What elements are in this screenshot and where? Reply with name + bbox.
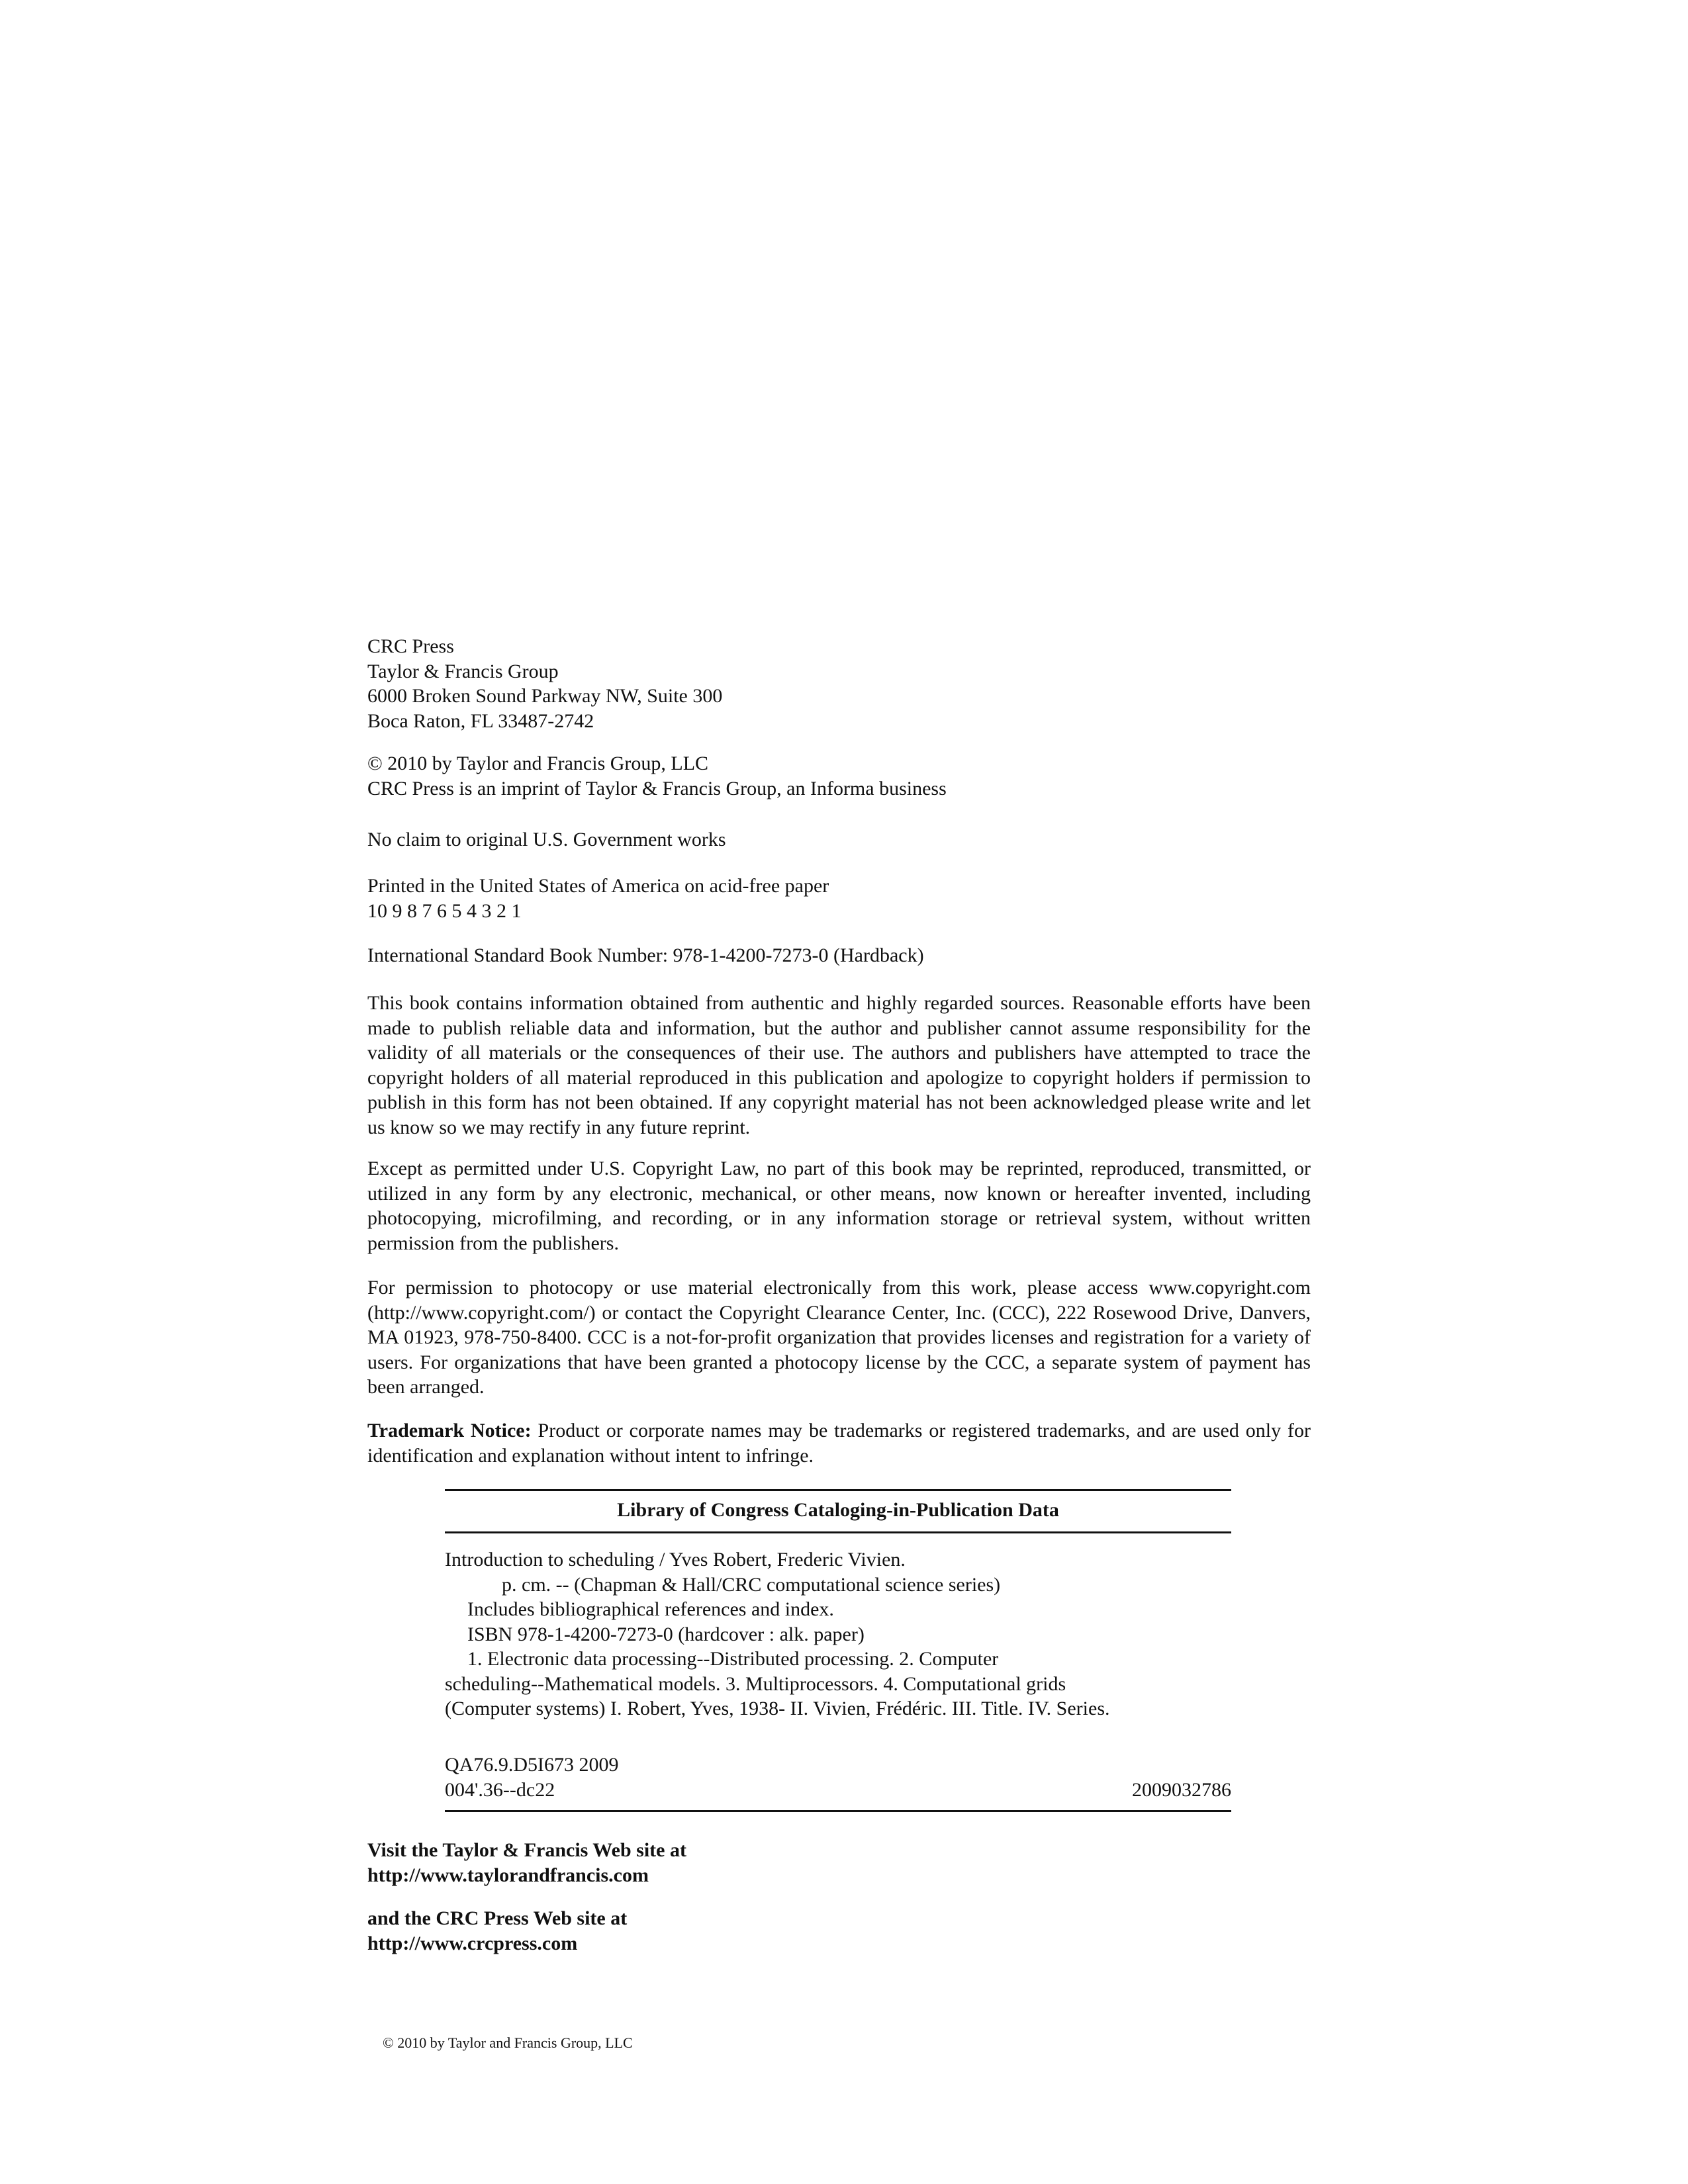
print-numbers: 10 9 8 7 6 5 4 3 2 1 bbox=[367, 899, 522, 922]
cip-line-6: scheduling--Mathematical models. 3. Multiprocessors. 4. Computational grids bbox=[445, 1672, 1066, 1695]
cip-line-1: Introduction to scheduling / Yves Robert, Frederic Vivien. bbox=[445, 1549, 906, 1570]
sources-text: This book contains information obtained from authentic and highly regarded sources. Reasonable efforts have been made to publish reliable data and information, but the author and publisher cannot assume responsibility for the validity of all materials or the consequences of their use. The authors and publishers have attempted to trace the copyright holders of all material reproduced in this publication and apologize to copyright holders if permission to publish in this form has not been obtained. If any copyright material has not been acknowledged please write and let us know so we may rectify in any future reprint. bbox=[367, 992, 1311, 1138]
cip-line-2: p. cm. -- (Chapman & Hall/CRC computational science series) bbox=[502, 1573, 1001, 1596]
cip-bottom-rule bbox=[445, 1810, 1231, 1812]
publisher-group: Taylor & Francis Group bbox=[367, 660, 559, 682]
trademark-paragraph bbox=[367, 1418, 1311, 1468]
permission-paragraph bbox=[367, 1275, 1311, 1400]
cip-top-rule bbox=[445, 1489, 1231, 1491]
cip-title: Library of Congress Cataloging-in-Publication Data bbox=[617, 1499, 1059, 1521]
publisher-street: 6000 Broken Sound Parkway NW, Suite 300 bbox=[367, 685, 723, 707]
isbn-line: International Standard Book Number: 978-1-4200-7273-0 (Hardback) bbox=[367, 944, 924, 966]
page-footer: © 2010 by Taylor and Francis Group, LLC bbox=[383, 2034, 633, 2051]
cip-line-4: ISBN 978-1-4200-7273-0 (hardcover : alk. paper) bbox=[467, 1623, 865, 1645]
cip-line-7: (Computer systems) I. Robert, Yves, 1938- II. Vivien, Frédéric. III. Title. IV. Series. bbox=[445, 1698, 1110, 1719]
crc-website-url[interactable]: http://www.crcpress.com bbox=[367, 1932, 578, 1954]
printed-line: Printed in the United States of America on acid-free paper bbox=[367, 875, 829, 897]
copyright-block bbox=[367, 751, 1311, 801]
tf-website-block bbox=[367, 1838, 1311, 1888]
publisher-address bbox=[367, 634, 1311, 733]
crc-website-label: and the CRC Press Web site at bbox=[367, 1907, 628, 1929]
cip-line-5: 1. Electronic data processing--Distributed processing. 2. Computer bbox=[467, 1648, 999, 1670]
cip-record bbox=[445, 1547, 1231, 1721]
sources-paragraph bbox=[367, 991, 1311, 1140]
tf-website-url[interactable]: http://www.taylorandfrancis.com bbox=[367, 1864, 649, 1886]
copyright-law-text: Except as permitted under U.S. Copyright Law, no part of this book may be reprinted, reproduced, transmitted, or utilized in any form by any electronic, mechanical, or other means, now known or hereafter invented, including photocopying, microfilming, and recording, or in any information storage or retrieval system, without written permission from the publishers. bbox=[367, 1158, 1311, 1254]
tf-website-label: Visit the Taylor & Francis Web site at bbox=[367, 1839, 686, 1861]
cip-line-3: Includes bibliographical references and index. bbox=[467, 1598, 834, 1620]
cip-dewey: 004'.36--dc22 bbox=[445, 1778, 555, 1801]
cip-classification bbox=[445, 1752, 1231, 1802]
publisher-name: CRC Press bbox=[367, 635, 454, 657]
cip-lccn: 2009032786 bbox=[1132, 1778, 1231, 1801]
imprint-line: CRC Press is an imprint of Taylor & Francis Group, an Informa business bbox=[367, 777, 947, 799]
isbn-block bbox=[367, 943, 1311, 968]
cip-title-rule bbox=[445, 1531, 1231, 1533]
copyright-law-paragraph bbox=[367, 1156, 1311, 1255]
publisher-city: Boca Raton, FL 33487-2742 bbox=[367, 709, 594, 732]
cip-dewey-row bbox=[445, 1778, 1231, 1803]
crc-website-block bbox=[367, 1906, 1311, 1956]
copyright-line: © 2010 by Taylor and Francis Group, LLC bbox=[367, 752, 709, 774]
no-claim-block bbox=[367, 827, 1311, 852]
permission-text: For permission to photocopy or use material electronically from this work, please access www.copyright.com (http://www.copyright.com/) or contact the Copyright Clearance Center, Inc. (CCC), 222 Rosewood Drive, Danvers, MA 01923, 978-750-8400. CCC is a not-for-profit organization that provides licenses and registration for a variety of users. For organizations that have been granted a photocopy license by the CCC, a separate system of payment has been arranged. bbox=[367, 1277, 1311, 1398]
trademark-text: Product or corporate names may be trademarks or registered trademarks, and are used only for identification and explanation without intent to infringe. bbox=[367, 1420, 1311, 1467]
printing-block bbox=[367, 874, 1311, 923]
trademark-label: Trademark Notice: bbox=[367, 1420, 532, 1441]
cip-call-number: QA76.9.D5I673 2009 bbox=[445, 1754, 619, 1776]
no-claim-line: No claim to original U.S. Government works bbox=[367, 829, 726, 850]
